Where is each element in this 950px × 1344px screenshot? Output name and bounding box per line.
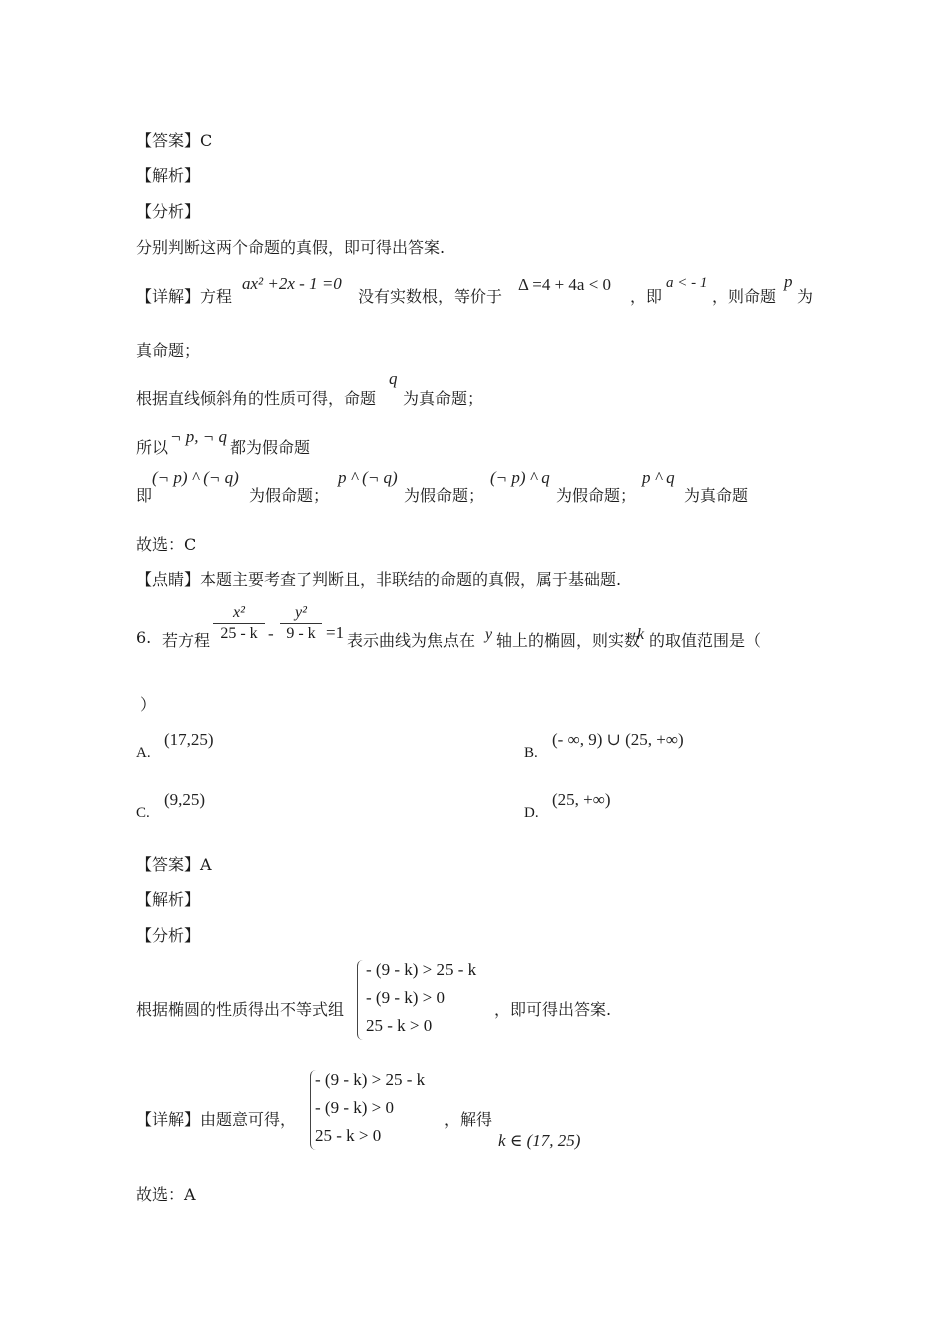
detail-line2: 真命题； (136, 341, 201, 360)
detail-wei: 为 (797, 287, 814, 306)
fraction-eq: =1 (326, 623, 345, 642)
question-text3: 的取值范围是（ (649, 631, 762, 650)
p-symbol: p (784, 272, 793, 291)
detail-line (136, 284, 232, 307)
option-c-letter: C. (136, 805, 150, 821)
question-text2: 轴上的椭圆，则实数 (496, 631, 641, 650)
detail6-post: ，解得 (444, 1110, 493, 1129)
choice-5: 故选：C (136, 535, 197, 554)
detail-ji: ，即 (630, 287, 663, 306)
compound-2: p ^ (¬ q) (338, 468, 398, 487)
inequality-system-2 (315, 1066, 425, 1150)
fraction-x (213, 604, 265, 643)
compound-4-text: 为真命题 (684, 486, 749, 505)
compound-1-text: 为假命题； (249, 486, 330, 505)
so-line-post: 都为假命题 (230, 438, 311, 457)
fraction-y-num: y² (295, 604, 307, 621)
detail6-pre: 【详解】由题意可得， (136, 1110, 297, 1129)
question-text1: 表示曲线为焦点在 (347, 631, 476, 650)
dianjing-text: 【点睛】本题主要考查了判断且，非联结的命题的真假，属于基础题. (136, 570, 622, 589)
answer6-label: 【答案】A (136, 855, 212, 874)
compound-2-text: 为假命题； (404, 486, 485, 505)
q-line-text: 根据直线倾斜角的性质可得，命题 (136, 389, 377, 408)
detail-mid: 没有实数根，等价于 (358, 287, 503, 306)
compound-3-text: 为假命题； (556, 486, 637, 505)
fenxi6-pre: 根据椭圆的性质得出不等式组 (136, 1000, 345, 1019)
a-inequality: a < - 1 (666, 275, 708, 291)
fenxi-label: 【分析】 (136, 202, 201, 221)
ji-pre: 即 (136, 486, 153, 505)
compound-1: (¬ p) ^ (¬ q) (152, 468, 239, 487)
result: k ∈ (17, 25) (498, 1131, 581, 1150)
detail-equation: ax² +2x - 1 =0 (242, 274, 342, 293)
option-a-value: (17,25) (164, 730, 214, 749)
inequality-system (366, 956, 476, 1040)
so-line-pre: 所以 (136, 438, 169, 457)
compound-4: p ^ q (642, 468, 675, 487)
option-b-letter: B. (524, 745, 538, 761)
option-b-value: (- ∞, 9) ∪ (25, +∞) (552, 730, 684, 749)
ineq2-3: 25 - k > 0 (315, 1126, 382, 1145)
ineq-3: 25 - k > 0 (366, 1016, 433, 1035)
option-c-value: (9,25) (164, 790, 206, 809)
so-math: ¬ p, ¬ q (170, 427, 227, 446)
fraction-y (280, 604, 322, 643)
fraction-x-num: x² (233, 604, 245, 621)
option-a-letter: A. (136, 745, 151, 761)
question-number: 6. (136, 628, 152, 647)
answer-label: 【答案】C (136, 131, 213, 150)
choice-6: 故选：A (136, 1185, 196, 1204)
ineq-1: - (9 - k) > 25 - k (366, 960, 477, 979)
k-symbol: k (637, 626, 645, 643)
fenxi-text: 分别判断这两个命题的真假，即可得出答案. (136, 238, 446, 257)
y-symbol: y (485, 626, 493, 643)
q-symbol: q (389, 369, 398, 388)
option-d-letter: D. (524, 805, 539, 821)
q-line-post: 为真命题； (403, 389, 484, 408)
fraction-y-den: 9 - k (286, 625, 316, 642)
fenxi6-post: ，即可得出答案. (494, 1000, 612, 1019)
option-d-value: (25, +∞) (552, 790, 611, 809)
question-close: ） (140, 695, 157, 714)
ineq2-1: - (9 - k) > 25 - k (315, 1070, 426, 1089)
q-line (136, 386, 376, 409)
analysis6-label: 【解析】 (136, 890, 201, 909)
fraction-minus: - (268, 624, 274, 643)
fraction-x-den: 25 - k (220, 625, 258, 642)
delta-inequality: Δ =4 + 4a < 0 (518, 275, 612, 294)
detail-prefix: 【详解】方程 (136, 287, 233, 306)
fenxi6-label: 【分析】 (136, 926, 201, 945)
detail-then: ，则命题 (712, 287, 777, 306)
analysis-label: 【解析】 (136, 166, 201, 185)
ineq-2: - (9 - k) > 0 (366, 988, 445, 1007)
question-pre: 若方程 (162, 631, 211, 650)
ineq2-2: - (9 - k) > 0 (315, 1098, 394, 1117)
system-brace (357, 960, 364, 1040)
compound-3: (¬ p) ^ q (490, 468, 550, 487)
